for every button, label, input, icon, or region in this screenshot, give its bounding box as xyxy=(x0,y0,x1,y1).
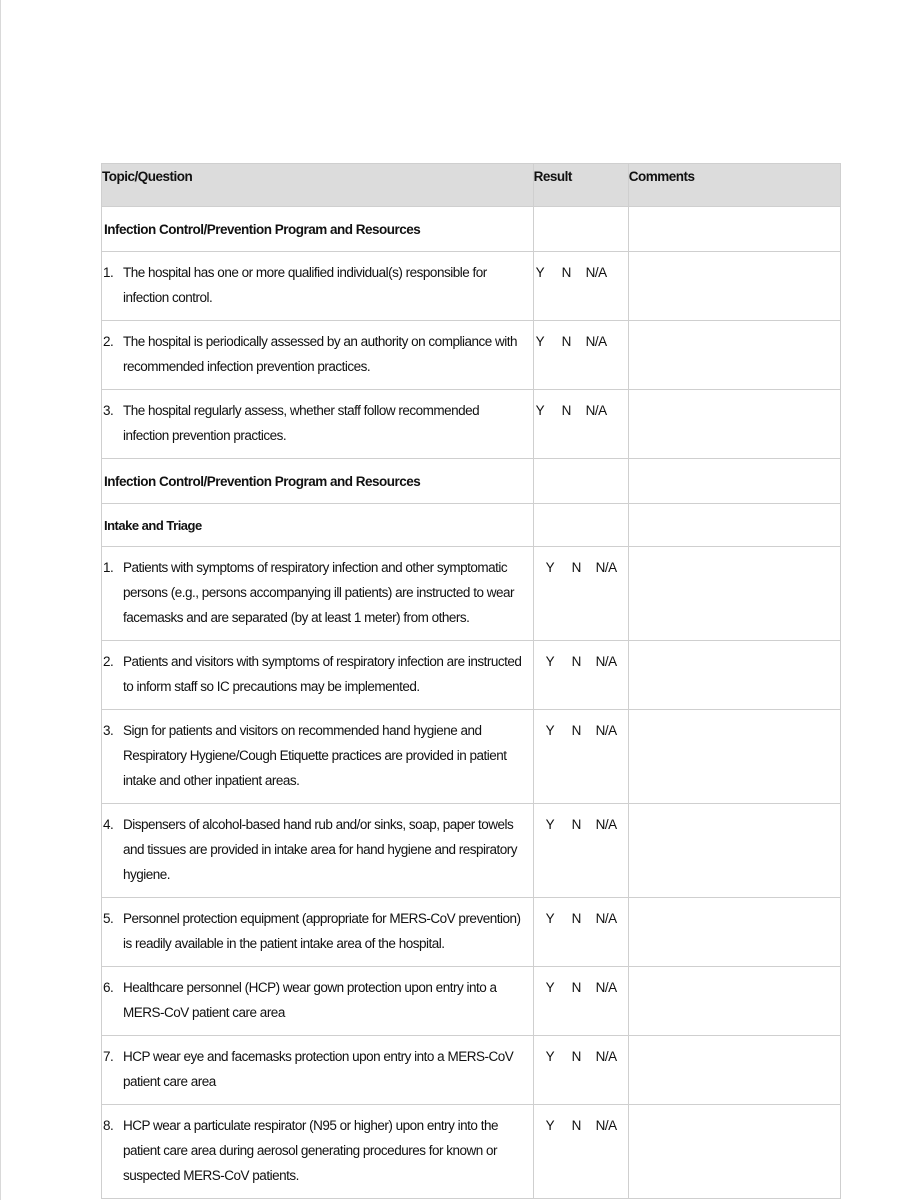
result-cell xyxy=(533,459,628,504)
answer-no[interactable]: N xyxy=(571,911,581,926)
answer-yes[interactable]: Y xyxy=(545,980,555,995)
header-comments: Comments xyxy=(628,164,840,207)
header-topic: Topic/Question xyxy=(102,164,534,207)
question-row xyxy=(102,967,841,1036)
answer-no[interactable]: N xyxy=(571,1049,581,1064)
question-row xyxy=(102,321,841,390)
subsection-title: Intake and Triage xyxy=(102,504,534,547)
answer-na[interactable]: N/A xyxy=(585,403,607,418)
question-row xyxy=(102,641,841,710)
comments-cell[interactable] xyxy=(628,1105,840,1199)
answer-yes[interactable]: Y xyxy=(535,334,545,349)
question-text: HCP wear a particulate respirator (N95 or higher) upon entry into the patient care area during aerosol generating procedures for known or suspected MERS-CoV patients. xyxy=(123,1118,498,1183)
question-text: Dispensers of alcohol-based hand rub and/or sinks, soap, paper towels and tissues are provided in intake area for hand hygiene and respiratory hygiene. xyxy=(123,817,518,882)
answer-na[interactable]: N/A xyxy=(595,911,617,926)
section-title: Infection Control/Prevention Program and Resources xyxy=(102,459,534,504)
answer-yes[interactable]: Y xyxy=(535,403,545,418)
question-number: 1. xyxy=(103,265,114,280)
question-number: 6. xyxy=(103,980,114,995)
answer-no[interactable]: N xyxy=(561,334,571,349)
answer-yes[interactable]: Y xyxy=(545,654,555,669)
section-row xyxy=(102,459,841,504)
result-cell xyxy=(533,321,628,390)
question-row xyxy=(102,710,841,804)
question-text: Patients and visitors with symptoms of respiratory infection are instructed to inform staff so IC precautions may be implemented. xyxy=(123,654,522,694)
comments-cell[interactable] xyxy=(628,459,840,504)
answer-yes[interactable]: Y xyxy=(535,265,545,280)
result-cell xyxy=(533,504,628,547)
question-text: The hospital has one or more qualified individual(s) responsible for infection control. xyxy=(123,265,487,305)
question-number: 3. xyxy=(103,723,114,738)
answer-na[interactable]: N/A xyxy=(595,1118,617,1133)
comments-cell[interactable] xyxy=(628,252,840,321)
question-text: Sign for patients and visitors on recommended hand hygiene and Respiratory Hygiene/Cough Etiquette practices are provided in patient intake and other inpatient areas. xyxy=(123,723,507,788)
answer-yes[interactable]: Y xyxy=(545,560,555,575)
answer-no[interactable]: N xyxy=(571,654,581,669)
question-row xyxy=(102,390,841,459)
question-row xyxy=(102,252,841,321)
comments-cell[interactable] xyxy=(628,804,840,898)
answer-no[interactable]: N xyxy=(571,817,581,832)
comments-cell[interactable] xyxy=(628,1036,840,1105)
header-row xyxy=(102,164,841,207)
question-row xyxy=(102,547,841,641)
checklist-table xyxy=(101,163,841,1199)
answer-na[interactable]: N/A xyxy=(595,560,617,575)
header-result: Result xyxy=(533,164,628,207)
result-cell xyxy=(533,390,628,459)
section-row xyxy=(102,207,841,252)
comments-cell[interactable] xyxy=(628,641,840,710)
page-edge xyxy=(0,0,1,1200)
answer-yes[interactable]: Y xyxy=(545,1118,555,1133)
result-cell xyxy=(533,207,628,252)
question-row xyxy=(102,804,841,898)
comments-cell[interactable] xyxy=(628,898,840,967)
question-number: 3. xyxy=(103,403,114,418)
question-number: 8. xyxy=(103,1118,114,1133)
answer-na[interactable]: N/A xyxy=(595,1049,617,1064)
section-title: Infection Control/Prevention Program and Resources xyxy=(102,207,534,252)
question-text: Healthcare personnel (HCP) wear gown protection upon entry into a MERS-CoV patient care area xyxy=(123,980,497,1020)
comments-cell[interactable] xyxy=(628,504,840,547)
comments-cell[interactable] xyxy=(628,710,840,804)
result-cell xyxy=(533,898,628,967)
result-cell xyxy=(533,252,628,321)
answer-yes[interactable]: Y xyxy=(545,911,555,926)
question-text: The hospital is periodically assessed by an authority on compliance with recommended infection prevention practices. xyxy=(123,334,517,374)
comments-cell[interactable] xyxy=(628,967,840,1036)
result-cell xyxy=(533,641,628,710)
question-number: 5. xyxy=(103,911,114,926)
answer-na[interactable]: N/A xyxy=(595,654,617,669)
question-text: Personnel protection equipment (appropriate for MERS-CoV prevention) is readily available in the patient intake area of the hospital. xyxy=(123,911,521,951)
result-cell xyxy=(533,1105,628,1199)
result-cell xyxy=(533,710,628,804)
answer-na[interactable]: N/A xyxy=(595,980,617,995)
question-text: HCP wear eye and facemasks protection upon entry into a MERS-CoV patient care area xyxy=(123,1049,514,1089)
question-text: The hospital regularly assess, whether staff follow recommended infection prevention practices. xyxy=(123,403,480,443)
result-cell xyxy=(533,967,628,1036)
answer-na[interactable]: N/A xyxy=(595,817,617,832)
question-row xyxy=(102,1036,841,1105)
comments-cell[interactable] xyxy=(628,390,840,459)
question-number: 2. xyxy=(103,654,114,669)
answer-no[interactable]: N xyxy=(561,265,571,280)
answer-yes[interactable]: Y xyxy=(545,1049,555,1064)
answer-na[interactable]: N/A xyxy=(595,723,617,738)
comments-cell[interactable] xyxy=(628,321,840,390)
answer-no[interactable]: N xyxy=(571,980,581,995)
answer-no[interactable]: N xyxy=(571,723,581,738)
comments-cell[interactable] xyxy=(628,207,840,252)
answer-yes[interactable]: Y xyxy=(545,723,555,738)
question-text: Patients with symptoms of respiratory infection and other symptomatic persons (e.g., persons accompanying ill patients) are instructed to wear facemasks and are separated (by at least 1 meter) from others. xyxy=(123,560,514,625)
answer-no[interactable]: N xyxy=(571,560,581,575)
question-row xyxy=(102,1105,841,1199)
answer-no[interactable]: N xyxy=(571,1118,581,1133)
comments-cell[interactable] xyxy=(628,547,840,641)
answer-na[interactable]: N/A xyxy=(585,265,607,280)
question-number: 1. xyxy=(103,560,114,575)
subsection-row xyxy=(102,504,841,547)
question-row xyxy=(102,898,841,967)
question-number: 7. xyxy=(103,1049,114,1064)
answer-no[interactable]: N xyxy=(561,403,571,418)
question-number: 4. xyxy=(103,817,114,832)
answer-yes[interactable]: Y xyxy=(545,817,555,832)
question-number: 2. xyxy=(103,334,114,349)
answer-na[interactable]: N/A xyxy=(585,334,607,349)
result-cell xyxy=(533,547,628,641)
result-cell xyxy=(533,804,628,898)
result-cell xyxy=(533,1036,628,1105)
